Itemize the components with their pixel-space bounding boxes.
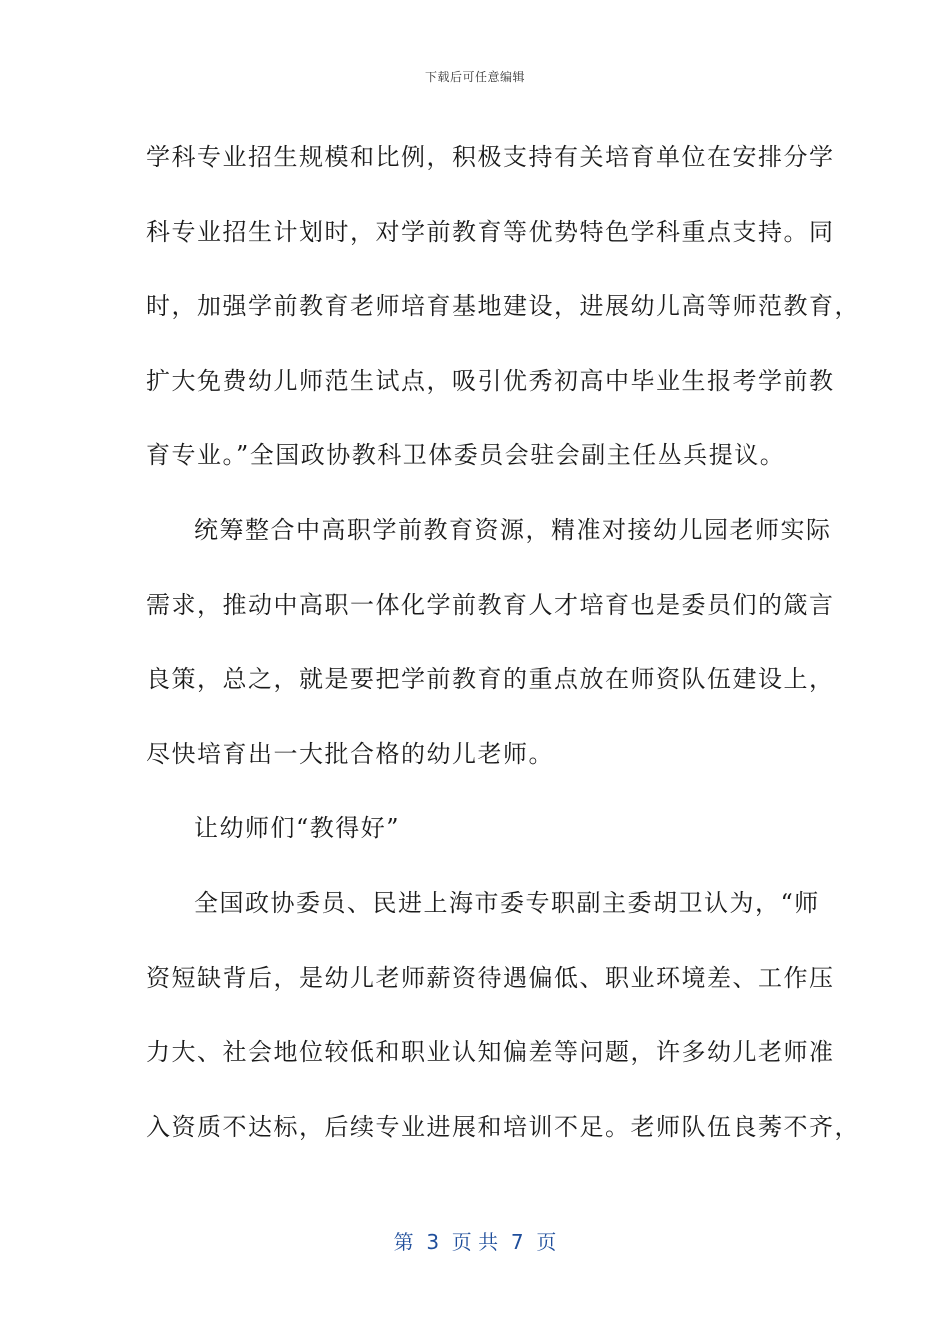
document-body <box>146 120 860 1164</box>
text-line: 尽快培育出一大批合格的幼儿老师。 <box>146 739 554 768</box>
text-line: 时，加强学前教育老师培育基地建设，进展幼儿高等师范教育， <box>146 292 860 321</box>
text-line: 资短缺背后，是幼儿老师薪资待遇偏低、职业环境差、工作压 <box>146 963 835 992</box>
page-number-label: 第 3 页 共 7 页 <box>393 1230 557 1254</box>
text-line: 良策，总之，就是要把学前教育的重点放在师资队伍建设上， <box>146 665 835 694</box>
text-line: 入资质不达标，后续专业进展和培训不足。老师队伍良莠不齐， <box>146 1112 860 1141</box>
text-line: 力大、社会地位较低和职业认知偏差等问题，许多幼儿老师准 <box>146 1038 835 1067</box>
text-line: 科专业招生计划时，对学前教育等优势特色学科重点支持。同 <box>146 217 835 246</box>
header-note: 下载后可任意编辑 <box>424 70 525 84</box>
section-heading: 让幼师们“教得好” <box>194 814 401 843</box>
paragraph-start-line: 统筹整合中高职学前教育资源，精准对接幼儿园老师实际 <box>194 515 832 544</box>
text-line: 扩大免费幼儿师范生试点，吸引优秀初高中毕业生报考学前教 <box>146 366 835 395</box>
text-line: 需求，推动中高职一体化学前教育人才培育也是委员们的箴言 <box>146 590 835 619</box>
paragraph-start-line: 全国政协委员、民进上海市委专职副主委胡卫认为，“师 <box>194 888 820 917</box>
text-line: 育专业。”全国政协教科卫体委员会驻会副主任丛兵提议。 <box>146 441 786 470</box>
text-line: 学科专业招生规模和比例，积极支持有关培育单位在安排分学 <box>146 143 835 171</box>
page-number-footer <box>0 1226 950 1255</box>
